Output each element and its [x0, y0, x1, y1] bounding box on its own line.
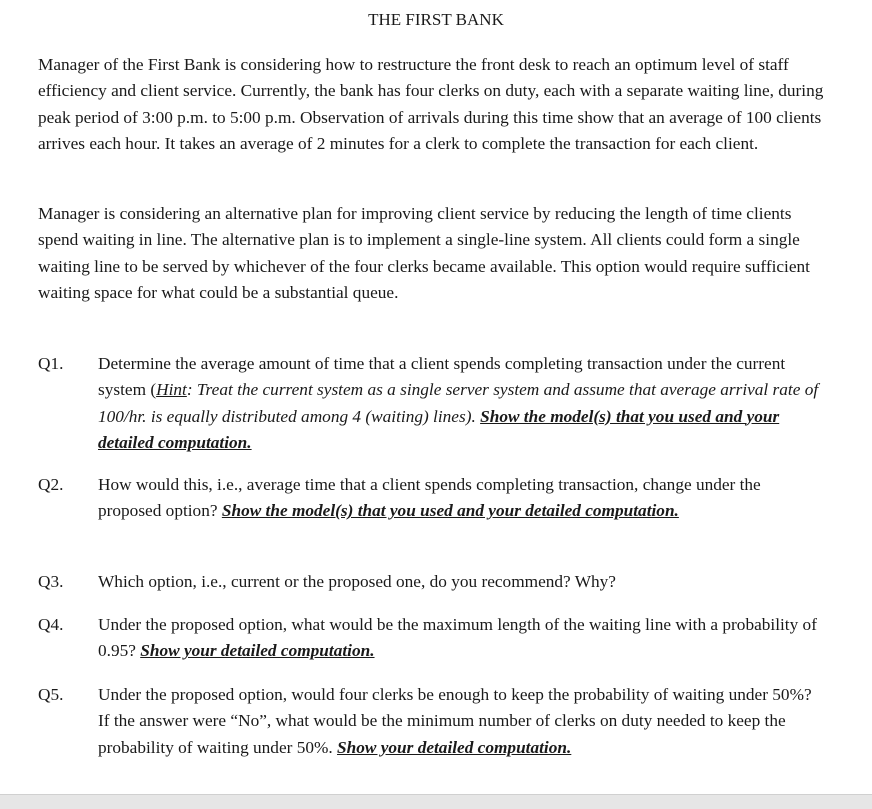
- question-1-text: Determine the average amount of time that a client spends completing transaction under the current system (: [98, 354, 786, 400]
- question-text: [98, 682, 820, 761]
- hint-label: Hint: [156, 380, 187, 400]
- question-3-text: Which option, i.e., current or the proposed one, do you recommend? Why?: [98, 572, 616, 591]
- question-number: Q1.: [38, 354, 64, 373]
- question-number: Q3.: [38, 572, 64, 591]
- question-number: Q4.: [38, 615, 64, 634]
- show-instruction: Show your detailed computation.: [140, 641, 375, 661]
- document-title: THE FIRST BANK: [368, 10, 504, 29]
- question-text: [98, 472, 820, 525]
- question-4-text: Under the proposed option, what would be the maximum length of the waiting line with a probability of 0.95?: [98, 615, 817, 661]
- question-text: [98, 351, 820, 456]
- show-instruction: Show the model(s) that you used and your detailed computation.: [221, 501, 679, 521]
- question-2-text: How would this, i.e., average time that a client spends completing transaction, change under the proposed option?: [98, 475, 761, 521]
- show-instruction: Show the model(s) that you used and: [480, 406, 747, 426]
- alternative-plan-paragraph: Manager is considering an alternative plan for improving client service by reducing the length of time clients spend waiting in line. The alternative plan is to implement a single-line system. All clients could form a single waiting line to be served by whichever of the four clerks became available. This option would require sufficient waiting space for what could be a substantial queue.: [38, 204, 810, 302]
- question-number: Q5.: [38, 685, 64, 704]
- question-number: Q2.: [38, 475, 64, 494]
- hint-text: : Treat the current system as a single server system and assume that average arrival rate of 100/hr. is equally distributed among 4 (waiting) lines).: [98, 380, 819, 426]
- window-bottom-bar: [0, 794, 872, 809]
- question-text: [98, 612, 820, 665]
- question-5-text: Under the proposed option, would four clerks be enough to keep the probability of waiting under 50%? If the answer were “No”, what would be the minimum number of clerks on duty needed to keep the probability of waiting under 50%.: [98, 685, 812, 757]
- show-instruction-computation: your detailed computation.: [98, 406, 780, 452]
- show-instruction: Show your detailed computation.: [337, 737, 572, 757]
- question-text: [98, 569, 820, 595]
- intro-paragraph: Manager of the First Bank is considering how to restructure the front desk to reach an optimum level of staff efficiency and client service. Currently, the bank has four clerks on duty, each with a separate waiting line, during peak period of 3:00 p.m. to 5:00 p.m. Observation of arrivals during this time show that an average of 100 clients arrives each hour. It takes an average of 2 minutes for a clerk to complete the transaction for each client.: [38, 55, 824, 153]
